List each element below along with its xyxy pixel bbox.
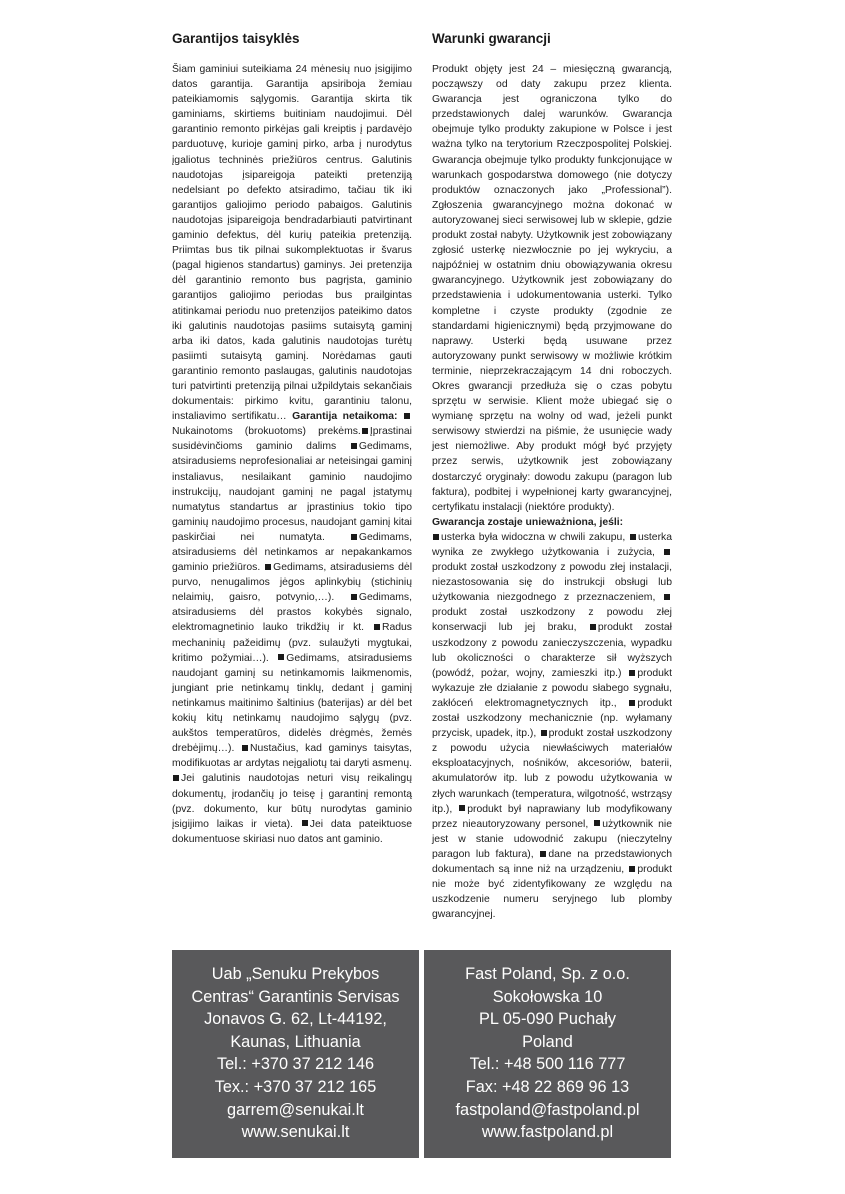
- contact-postcode: PL 05-090 Puchały: [479, 1010, 616, 1029]
- pl-exclusion-item: produkt został uszkodzony z powodu zanieczyszczenia, wypadku lub okoliczności o charakterze sił wyższych (powódź, pożar, wojny, zamieszki itp.): [432, 622, 672, 679]
- lt-intro-paragraph: Šiam gaminiui suteikiama 24 mėnesių nuo įsigijimo datos garantija. Garantija apsiriboja žemiau pateikiamomis sąlygomis. Garantija skirta tik gaminiams, skirtiems buitiniam naudojimui. Dėl garantinio remonto pirkėjas gali kreiptis į pardavėjo parduotuvę, kurioje gaminį pirko, arba į nurodytus įgaliotus techninės priežiūros centrus. Galutinis naudotojas įsipareigoja pateikti pretenziją nedelsiant po defekto atsiradimo, tačiau tik iki garantijos galiojimo periodo pabaigos. Galutinis naudotojas įsipareigoja bendradarbiauti patvirtinant gaminio defektus, dėl kurių pateikia pretenziją. Priimtas bus tik pilnai sukomplektuotas ir švarus (pagal higienos standartus) gaminys. Jei pretenzija dėl garantinio remonto bus pagrįsta, gaminio garantijos galiojimo periodas bus prailgintas atitinkamai periodu nuo pretenzijos pateikimo datos iki galutinis naudotojas pasiims sutaisytą gaminį arba iki datos, kada galutinis naudotojas turėtų pasiimti sutaisytą gaminį. Norėdamas gauti garantinio remonto paslaugas, galutinis naudotojas turi patvirtinti pretenziją pilnai užpildytais sekančiais dokumentais: pirkimo kvitu, garantiniu talonu, instaliavimo sertifikatu…: [172, 64, 412, 423]
- lt-exclusion-item: Nustačius, kad gaminys taisytas, modifikuotas ar ardytas neįgaliotų tai daryti asmenų.: [172, 743, 412, 770]
- pl-intro-paragraph: Produkt objęty jest 24 – miesięczną gwarancją, począwszy od daty zakupu przez klienta. Gwarancja jest ograniczona tylko do przedstawionych dalej warunków. Gwarancja obejmuje tylko produkty zakupione w Polsce i jest ważna tylko na terytorium Rzeczpospolitej Polskiej. Gwarancja obejmuje tylko produkty funkcjonujące w warunkach gospodarstwa domowego (nie dotyczy produktów oznaczonych jako „Professional”). Zgłoszenia gwarancyjnego można dokonać w autoryzowanej sieci serwisowej lub w sklepie, gdzie produkt został nabyty. Użytkownik jest zobowiązany zgłosić usterkę niezwłocznie po jej wykryciu, a najpóźniej w ostatnim dniu obowiązywania okresu gwarancyjnego. Użytkownik jest zobowiązany do przedstawienia i udokumentowania usterki. Tylko kompletne i czyste produkty (zgodnie ze standardami higienicznymi) będą przyjmowane do naprawy. Usterki będą usuwane przez autoryzowany punkt serwisowy w możliwie krótkim terminie, nieprzekraczającym 14 dni roboczych. Okres gwarancji przedłuża się o czas pobytu sprzętu w serwisie. Klient może ubiegać się o wymianę sprzętu na wolny od wad, jeżeli punkt serwisowy stwierdzi na piśmie, że usunięcie wady jest niemożliwe. Aby produkt mógł być przyjęty przez serwis, użytkownik jest zobowiązany dostarczyć oryginały: dowodu zakupu (paragon lub faktura), podbitej i wypełnionej karty gwarancyjnej, certyfikatu instalacji (niektóre produkty).: [432, 64, 672, 513]
- lt-exclusion-item: Radus mechaninių pažeidimų (pvz. sulaužyti mygtukai, kritimo požymiai…).: [172, 622, 412, 664]
- pl-body: [432, 62, 672, 922]
- contact-website: www.senukai.lt: [241, 1123, 350, 1142]
- lt-exclusion-item: Gedimams, atsiradusiems dėl netinkamos ar nepakankamos gaminio priežiūros.: [172, 531, 413, 574]
- pl-title: Warunki gwarancji: [432, 31, 551, 46]
- bullet-square-icon: [590, 624, 596, 630]
- lt-title: Garantijos taisyklės: [172, 31, 300, 46]
- contact-street: Sokołowska 10: [492, 987, 603, 1006]
- pl-exclusion-item: usterka wynika ze zwykłego użytkowania i zużycia,: [432, 531, 673, 558]
- bullet-square-icon: [629, 700, 635, 706]
- contact-phone: Tel.: +370 37 212 146: [216, 1055, 375, 1074]
- bullet-square-icon: [302, 820, 308, 826]
- bullet-square-icon: [629, 866, 635, 872]
- pl-exclusion-item: produkt nie może być zidentyfikowany ze względu na uszkodzenie numeru seryjnego lub plomby gwarancyjnej.: [432, 863, 673, 921]
- pl-exclusion-item: produkt został uszkodzony z powodu użycia niewłaściwych materiałów eksploatacyjnych, nośników, akcesoriów, baterii, akumulatorów itp. lub z powodu użytkowania w złych warunkach (temperatura, wilgotność, wstrząsy itp.),: [432, 728, 672, 815]
- pl-exclusion-item: produkt został uszkodzony z powodu złej konserwacji lub jej braku,: [432, 607, 672, 634]
- service-contact-box-poland: [424, 950, 671, 1158]
- contact-line: Centras“ Garantinis Servisas: [191, 987, 400, 1006]
- warranty-column-polish: [432, 30, 672, 922]
- contact-phone: Tel.: +48 500 116 777: [469, 1055, 626, 1074]
- contact-country: Poland: [522, 1032, 573, 1051]
- pl-exclusions-heading: Gwarancja zostaje unieważniona, jeśli:: [432, 516, 624, 528]
- contact-address: Jonavos G. 62, Lt-44192,: [204, 1010, 387, 1029]
- service-contact-box-lithuania: [172, 950, 419, 1158]
- bullet-square-icon: [362, 428, 368, 434]
- bullet-square-icon: [540, 851, 546, 857]
- lt-exclusion-item: Gedimams, atsiradusiems naudojant gaminį su netinkamomis laikmenomis, jungiant prie netinkamų tinklų, dedant į gaminį netinkamus maitinimo šaltinius (baterijas) ar dėl bet kokių kitų netinkamų naudojimo sąlygų (pvz. aukštos temperatūros, didelės drėgmės, žemės drebėjimų…).: [172, 652, 412, 755]
- bullet-square-icon: [351, 534, 357, 540]
- lt-exclusion-item: Gedimams, atsiradusiems dėl prastos kokybės signalo, elektromagnetinio lauko trikdžių ir kt.: [172, 592, 412, 634]
- bullet-square-icon: [664, 594, 670, 600]
- contact-email: garrem@senukai.lt: [227, 1100, 364, 1119]
- lt-exclusion-item: Įprastinai susidėvinčioms gaminio dalims: [172, 426, 412, 453]
- contact-fax: Fax: +48 22 869 96 13: [465, 1077, 630, 1096]
- bullet-square-icon: [541, 730, 547, 736]
- bullet-square-icon: [173, 775, 179, 781]
- bullet-square-icon: [278, 654, 284, 660]
- contact-line: Uab „Senuku Prekybos: [211, 965, 380, 983]
- bullet-square-icon: [351, 594, 357, 600]
- pl-exclusion-item: produkt został uszkodzony z powodu złej instalacji, niezastosowania się do instrukcji obsługi lub użytkowania niezgodnego z przeznaczeniem,: [432, 562, 672, 604]
- pl-exclusion-item: usterka była widoczna w chwili zakupu,: [441, 531, 626, 543]
- lt-exclusions-heading: Garantija netaikoma:: [292, 411, 398, 423]
- bullet-square-icon: [664, 549, 670, 555]
- pl-exclusion-item: dane na przedstawionych dokumentach są inne niż na urządzeniu,: [432, 848, 672, 875]
- bullet-square-icon: [351, 443, 357, 449]
- bullet-square-icon: [459, 805, 465, 811]
- pl-exclusion-item: produkt został uszkodzony mechanicznie (np. wyłamany przycisk, upadek, itp.),: [432, 697, 672, 740]
- bullet-square-icon: [404, 413, 410, 419]
- pl-exclusion-item: produkt był naprawiany lub modyfikowany przez nieautoryzowany personel,: [432, 803, 672, 830]
- lt-exclusion-item: Jei galutinis naudotojas neturi visų reikalingų dokumentų, įrodančių jo teisę į garantinį remontą (pvz. dokumento, kur būtų nurodytas gaminio įsigijimo laikas ir vieta).: [172, 773, 412, 830]
- contact-fax: Tex.: +370 37 212 165: [214, 1077, 377, 1096]
- lt-exclusion-item: Gedimams, atsiradusiems neprofesionaliai ar neteisingai gaminį instaliavus, nesilaikant gaminio naudojimo instrukcijų, naudojant gaminį ne pagal įstatymų numatytus standartus ar įprastinius tokio tipo gaminių naudojimo procesus, naudojant gaminį kitai paskirčiai nei numatyta.: [172, 441, 412, 543]
- lt-exclusion-item: Nukainotoms (brokuotoms) prekėms.: [172, 426, 361, 438]
- bullet-square-icon: [433, 534, 439, 540]
- lt-body: [172, 62, 412, 847]
- contact-company: Fast Poland, Sp. z o.o.: [465, 965, 630, 983]
- lt-exclusion-item: Jei data pateiktuose dokumentuose skiriasi nuo datos ant gaminio.: [172, 818, 412, 845]
- contact-city: Kaunas, Lithuania: [230, 1032, 361, 1051]
- bullet-square-icon: [265, 564, 271, 570]
- pl-exclusion-item: użytkownik nie jest w stanie udowodnić zakupu (nieczytelny paragon lub faktura),: [432, 818, 672, 860]
- bullet-square-icon: [594, 820, 600, 826]
- warranty-column-lithuanian: [172, 30, 412, 847]
- bullet-square-icon: [374, 624, 380, 630]
- bullet-square-icon: [630, 534, 636, 540]
- contact-website: www.fastpoland.pl: [481, 1123, 614, 1142]
- bullet-square-icon: [242, 745, 248, 751]
- contact-email: fastpoland@fastpoland.pl: [455, 1100, 640, 1119]
- pl-exclusion-item: produkt wykazuje złe działanie z powodu słabego sygnału, zakłóceń elektromagnetycznych itp.,: [432, 667, 672, 709]
- lt-exclusion-item: Gedimams, atsiradusiems dėl purvo, nenugalimos jėgos aplinkybių (stichinių nelaimių, gaisro, potvynio,…).: [172, 562, 412, 604]
- bullet-square-icon: [629, 670, 635, 676]
